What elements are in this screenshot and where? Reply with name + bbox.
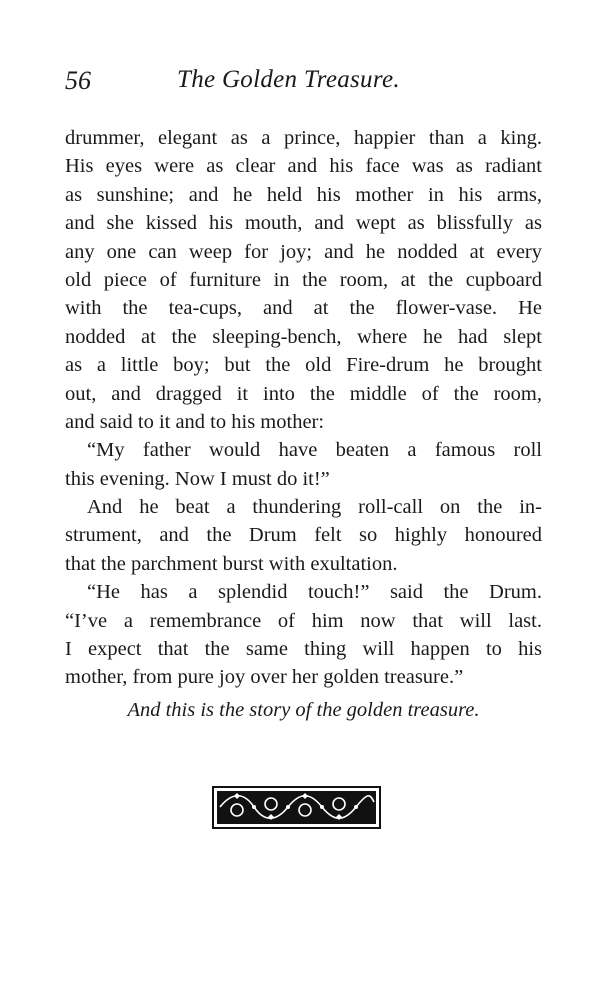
page-header <box>65 66 543 102</box>
text-line: And he beat a thundering roll-call on the in- <box>87 496 542 519</box>
text-line: “My father would have beaten a famous roll <box>87 439 542 462</box>
text-line: and said to it and to his mother: <box>65 410 325 433</box>
text-line: as sunshine; and he held his mother in his arms, <box>65 183 542 206</box>
text-line: with the tea-cups, and at the flower-vase. He <box>65 297 542 320</box>
page-number: 56 <box>65 66 91 95</box>
text-line: mother, from pure joy over her golden treasure.” <box>65 666 464 689</box>
closing-line: And this is the story of the golden treasure. <box>127 698 480 721</box>
text-line: that the parchment burst with exultation. <box>65 552 398 575</box>
text-line: I expect that the same thing will happen to his <box>65 638 542 661</box>
text-line: out, and dragged it into the middle of the room, <box>65 382 542 405</box>
body-text <box>65 124 542 724</box>
text-line: as a little boy; but the old Fire-drum he brought <box>65 354 542 377</box>
text-line: “I’ve a remembrance of him now that will last. <box>65 609 542 632</box>
text-line: His eyes were as clear and his face was as radiant <box>65 155 542 178</box>
text-line: nodded at the sleeping-bench, where he had slept <box>65 325 542 348</box>
vine-ornament-icon <box>212 786 381 829</box>
text-line: any one can weep for joy; and he nodded at every <box>65 240 542 263</box>
text-line: and she kissed his mouth, and wept as blissfully as <box>65 212 542 235</box>
text-line: this evening. Now I must do it!” <box>65 467 330 490</box>
text-line: old piece of furniture in the room, at the cupboard <box>65 268 542 291</box>
running-title: The Golden Treasure. <box>177 66 400 93</box>
text-line: “He has a splendid touch!” said the Drum. <box>87 581 542 604</box>
text-line: drummer, elegant as a prince, happier than a king. <box>65 127 542 149</box>
text-line: strument, and the Drum felt so highly honoured <box>65 524 542 547</box>
